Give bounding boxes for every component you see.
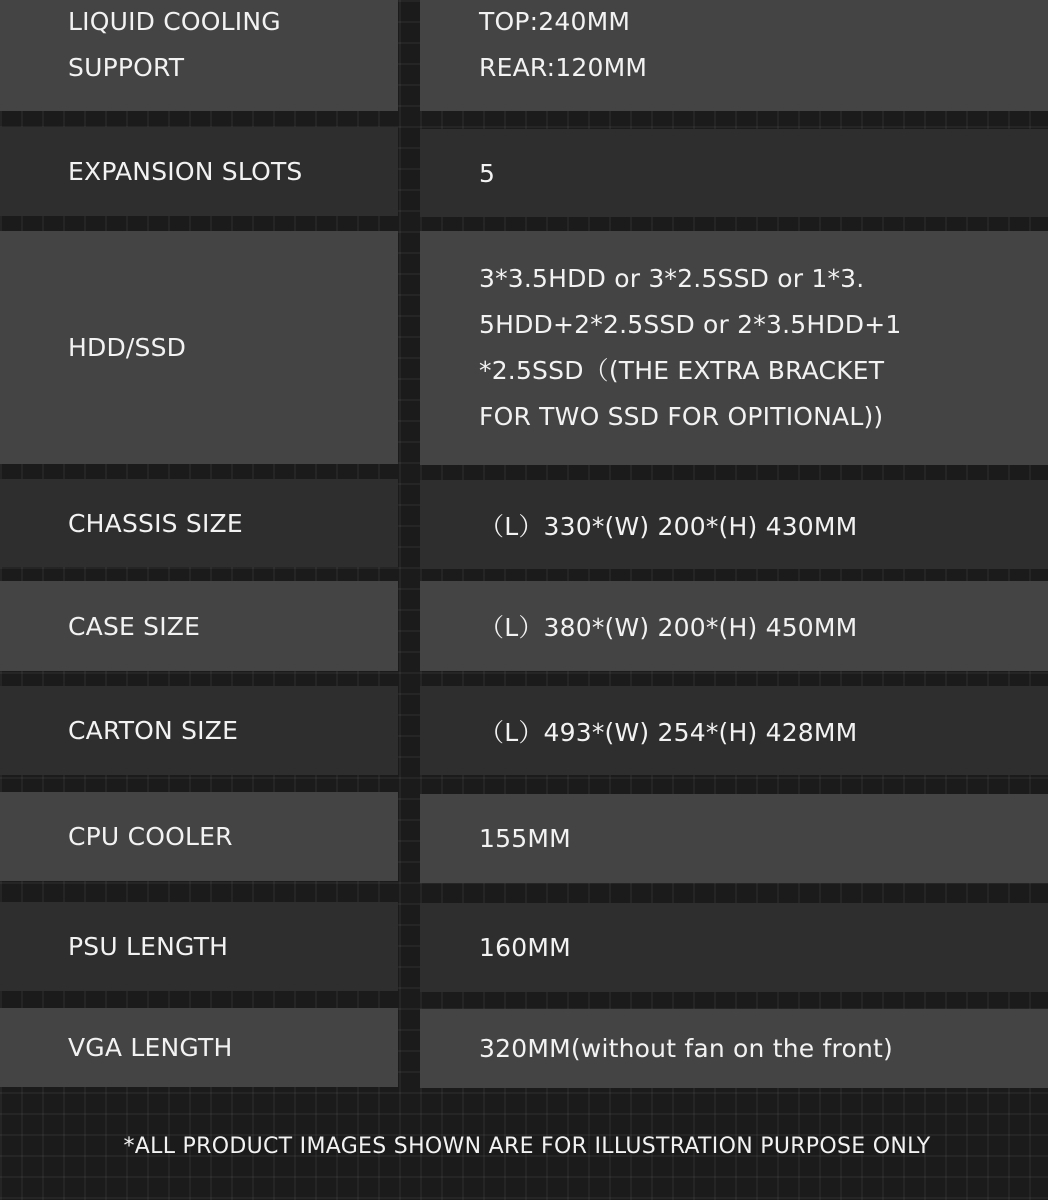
spec-value-text: （L）493*(W) 254*(H) 428MM	[479, 717, 858, 747]
spec-label-liquid-cooling	[0, 0, 398, 111]
spec-value-expansion-slots	[420, 129, 1048, 217]
spec-value-text: 5	[479, 158, 496, 188]
spec-value-line: *2.5SSD（(THE EXTRA BRACKET	[479, 356, 885, 385]
spec-label-text: EXPANSION SLOTS	[68, 157, 303, 186]
spec-value-text: （L）380*(W) 200*(H) 450MM	[479, 613, 858, 642]
spec-label-text: CPU COOLER	[68, 822, 233, 851]
spec-value-line: 3*3.5HDD or 3*2.5SSD or 1*3.	[479, 264, 865, 293]
spec-value-text: （L）330*(W) 200*(H) 430MM	[479, 511, 858, 541]
spec-value-vga-length	[420, 1009, 1048, 1088]
spec-label-text: CASE SIZE	[68, 611, 201, 641]
spec-label-line: LIQUID COOLING	[68, 6, 281, 36]
spec-label-carton-size	[0, 686, 398, 775]
spec-value-chassis-size	[420, 480, 1048, 569]
spec-value-line: 5HDD+2*2.5SSD or 2*3.5HDD+1	[479, 310, 902, 339]
spec-label-text: VGA LENGTH	[68, 1033, 233, 1062]
spec-value-text: 320MM(without fan on the front)	[479, 1034, 893, 1063]
spec-value-psu-length	[420, 903, 1048, 992]
spec-label-chassis-size	[0, 479, 398, 567]
spec-label-text: CHASSIS SIZE	[68, 508, 243, 538]
spec-value-hdd-ssd	[420, 231, 1048, 465]
spec-value-case-size	[420, 581, 1048, 671]
spec-label-text: CARTON SIZE	[68, 716, 239, 745]
spec-value-carton-size	[420, 686, 1048, 775]
spec-label-vga-length	[0, 1008, 398, 1087]
spec-label-text: HDD/SSD	[68, 333, 187, 362]
spec-label-psu-length	[0, 902, 398, 991]
disclaimer-note: *ALL PRODUCT IMAGES SHOWN ARE FOR ILLUSTRATION PURPOSE ONLY	[123, 1134, 931, 1159]
spec-label-text: PSU LENGTH	[68, 932, 229, 961]
spec-label-hdd-ssd	[0, 231, 398, 464]
spec-value-line: TOP:240MM	[479, 6, 631, 36]
spec-label-cpu-cooler	[0, 792, 398, 881]
spec-label-case-size	[0, 581, 398, 671]
spec-value-liquid-cooling	[420, 0, 1048, 111]
spec-label-line: SUPPORT	[68, 52, 185, 82]
spec-value-line: REAR:120MM	[479, 52, 648, 82]
spec-value-text: 160MM	[479, 933, 571, 962]
spec-value-text: 155MM	[479, 824, 571, 853]
spec-value-line: FOR TWO SSD FOR OPITIONAL))	[479, 402, 884, 431]
spec-label-expansion-slots	[0, 127, 398, 216]
spec-value-cpu-cooler	[420, 794, 1048, 883]
